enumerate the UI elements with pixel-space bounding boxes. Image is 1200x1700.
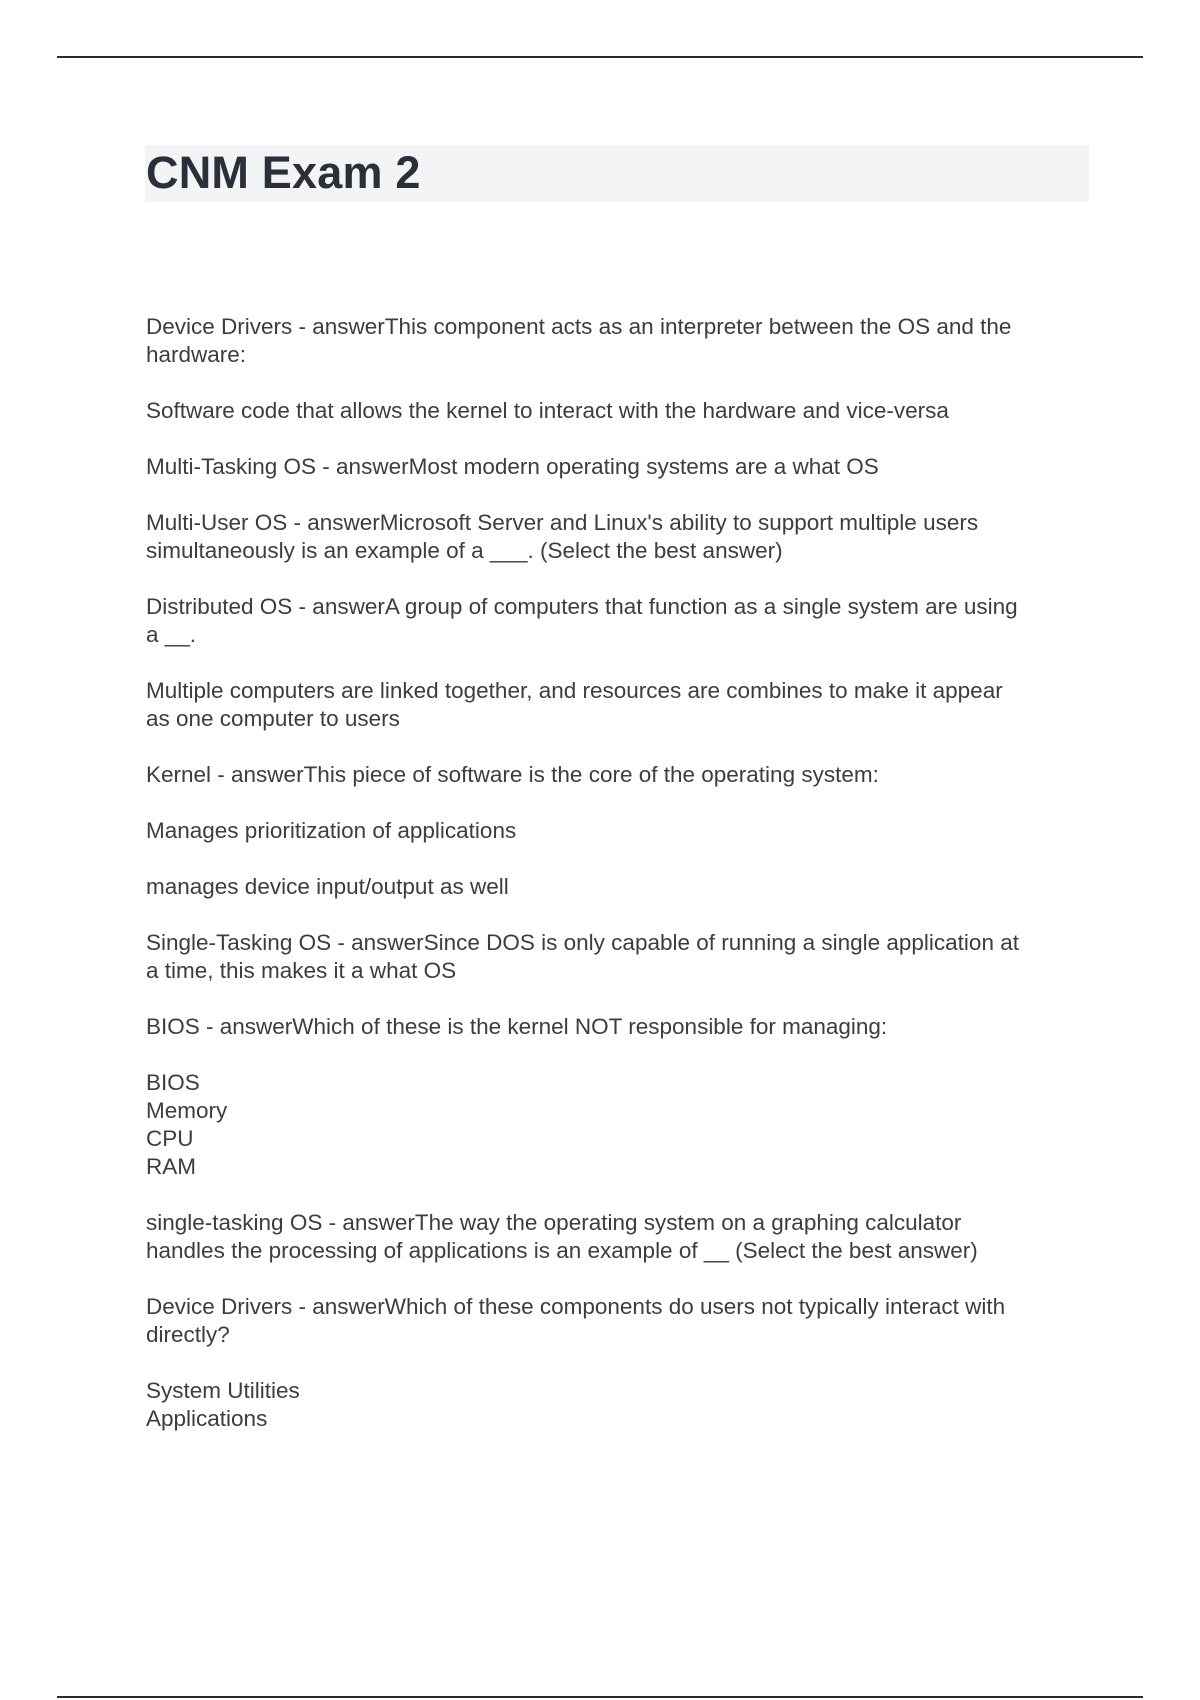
text-line: handles the processing of applications is an example of __ (Select the best answer) xyxy=(146,1238,978,1263)
qa-paragraph xyxy=(146,677,1096,733)
text-line: CPU xyxy=(146,1126,194,1151)
text-line: a time, this makes it a what OS xyxy=(146,958,457,983)
text-line: Distributed OS - answerA group of computers that function as a single system are using xyxy=(146,594,1018,619)
text-line: single-tasking OS - answerThe way the operating system on a graphing calculator xyxy=(146,1210,962,1235)
text-line: BIOS xyxy=(146,1070,200,1095)
text-line: manages device input/output as well xyxy=(146,874,509,899)
qa-paragraph xyxy=(146,1069,1096,1181)
text-line: RAM xyxy=(146,1154,196,1179)
text-line: Device Drivers - answerWhich of these components do users not typically interact with xyxy=(146,1294,1006,1319)
document-body xyxy=(146,313,1096,1433)
text-line: Kernel - answerThis piece of software is the core of the operating system: xyxy=(146,762,879,787)
text-line: hardware: xyxy=(146,342,247,367)
text-line: simultaneously is an example of a ___. (Select the best answer) xyxy=(146,538,783,563)
document-title: CNM Exam 2 xyxy=(146,147,421,198)
top-rule xyxy=(57,56,1143,58)
qa-paragraph xyxy=(146,929,1096,985)
qa-paragraph xyxy=(146,1293,1096,1349)
qa-paragraph xyxy=(146,313,1096,369)
text-line: as one computer to users xyxy=(146,706,400,731)
text-line: Manages prioritization of applications xyxy=(146,818,517,843)
qa-paragraph xyxy=(146,509,1096,565)
text-line: Multi-Tasking OS - answerMost modern operating systems are a what OS xyxy=(146,454,879,479)
text-line: Software code that allows the kernel to interact with the hardware and vice-versa xyxy=(146,398,949,423)
text-line: Device Drivers - answerThis component acts as an interpreter between the OS and the xyxy=(146,314,1012,339)
qa-paragraph xyxy=(146,1377,1096,1433)
qa-paragraph xyxy=(146,453,1096,481)
qa-paragraph xyxy=(146,761,1096,789)
qa-paragraph xyxy=(146,873,1096,901)
text-line: directly? xyxy=(146,1322,230,1347)
text-line: System Utilities xyxy=(146,1378,300,1403)
bottom-rule xyxy=(57,1696,1143,1698)
qa-paragraph xyxy=(146,593,1096,649)
text-line: Multi-User OS - answerMicrosoft Server and Linux's ability to support multiple users xyxy=(146,510,979,535)
text-line: Memory xyxy=(146,1098,228,1123)
qa-paragraph xyxy=(146,397,1096,425)
qa-paragraph xyxy=(146,1013,1096,1041)
text-line: Multiple computers are linked together, and resources are combines to make it appear xyxy=(146,678,1003,703)
text-line: a __. xyxy=(146,622,197,647)
qa-paragraph xyxy=(146,1209,1096,1265)
text-line: Applications xyxy=(146,1406,268,1431)
text-line: BIOS - answerWhich of these is the kernel NOT responsible for managing: xyxy=(146,1014,888,1039)
qa-paragraph xyxy=(146,817,1096,845)
text-line: Single-Tasking OS - answerSince DOS is only capable of running a single application at xyxy=(146,930,1019,955)
